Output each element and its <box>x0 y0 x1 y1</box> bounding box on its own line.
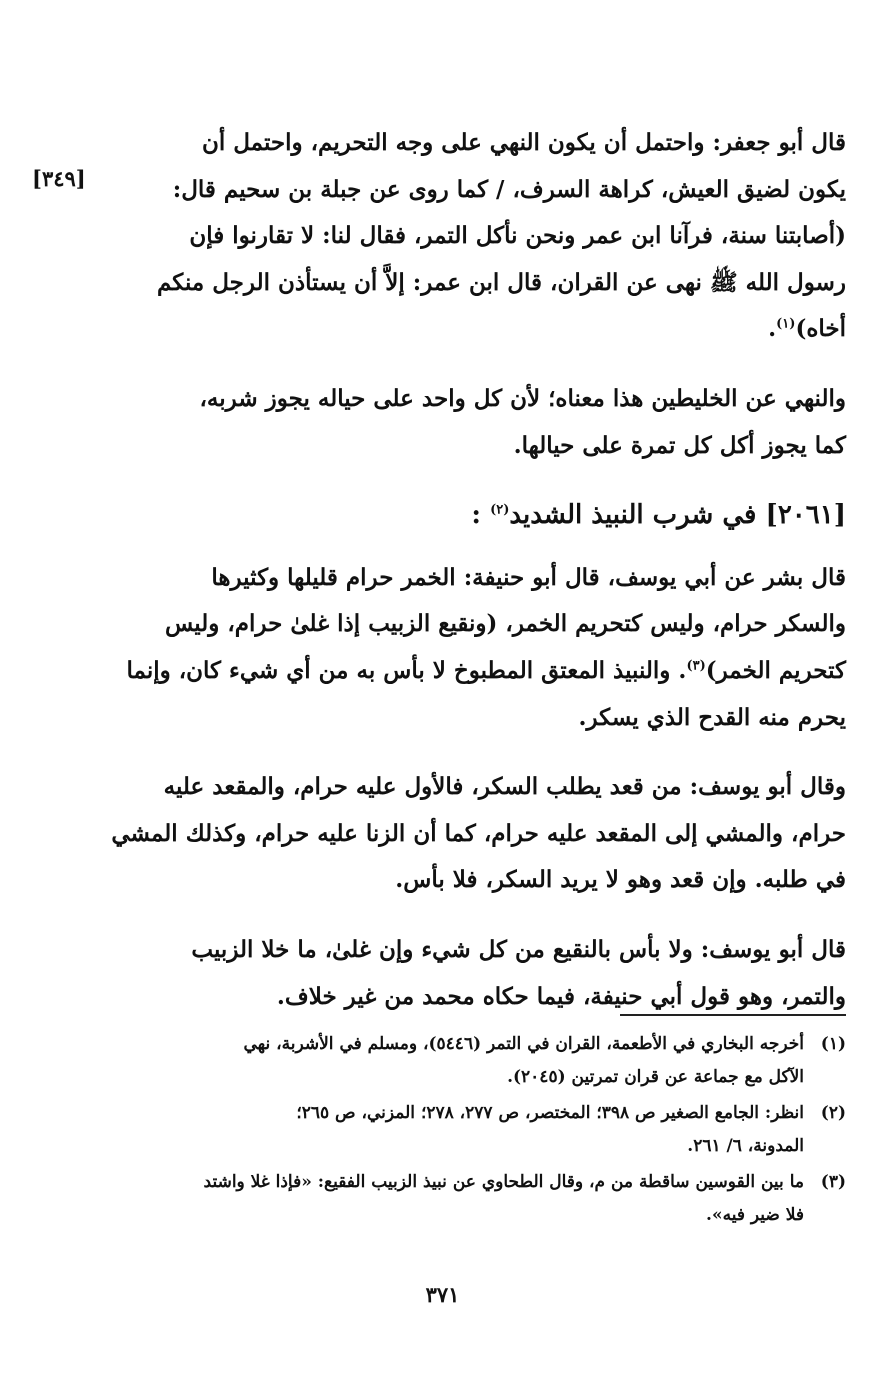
line: كما يجوز أكل كل تمرة على حيالها. <box>513 431 846 459</box>
footnote-text <box>98 1166 804 1231</box>
line: وقال أبو يوسف: من قعد يطلب السكر، فالأول عليه حرام، والمقعد عليه <box>163 773 846 801</box>
line: قال بشر عن أبي يوسف، قال أبو حنيفة: الخمر حرام قليلها وكثيرها <box>211 563 846 591</box>
footnote-ref-2: (٢) <box>490 502 510 518</box>
line: ما بين القوسين ساقطة من م، وقال الطحاوي عن نبيذ الزبيب الفقيع: «فإذا غلا واشتد <box>203 1172 804 1192</box>
footnote-text <box>98 1097 804 1162</box>
line: المدونة، ٦/ ٢٦١. <box>687 1135 804 1156</box>
paragraph-3 <box>98 555 846 741</box>
footnote-ref-1: (١) <box>776 316 796 332</box>
line: يكون لضيق العيش، كراهة السرف، / كما روى عن جبلة بن سحيم قال: <box>172 175 846 203</box>
footnote-1 <box>98 1028 846 1093</box>
line: رسول الله ﷺ نهى عن القران، قال ابن عمر: إلاَّ أن يستأذن الرجل منكم <box>156 268 846 296</box>
footnote-text <box>98 1028 804 1093</box>
footnote-number: (١) <box>820 1034 846 1054</box>
line: يحرم منه القدح الذي يسكر. <box>578 703 846 731</box>
heading-colon: : <box>471 500 482 531</box>
line: قال أبو يوسف: ولا بأس بالنقيع من كل شيء وإن غلىٰ، ما خلا الزبيب <box>191 935 846 963</box>
line: (أصابتنا سنة، فرآنا ابن عمر ونحن نأكل التمر، فقال لنا: لا تقارنوا فإن <box>189 222 846 250</box>
paragraph-4 <box>98 764 846 904</box>
footnote-ref-3: (٣) <box>686 658 706 674</box>
line: أخرجه البخاري في الأطعمة، القران في التمر (٥٤٤٦)، ومسلم في الأشربة، نهي <box>243 1034 804 1054</box>
line: انظر: الجامع الصغير ص ٣٩٨؛ المختصر، ص ٢٧٧، ٢٧٨؛ المزني، ص ٢٦٥؛ <box>296 1103 804 1123</box>
line-text: . والنبيذ المعتق المطبوخ لا بأس به من أي شيء كان، وإنما <box>126 656 687 684</box>
line-text: . <box>768 315 777 343</box>
footnotes <box>98 1028 846 1235</box>
paragraph-5 <box>98 927 846 1020</box>
line <box>98 648 846 695</box>
line-text: أخاه) <box>795 315 846 343</box>
footnote-2 <box>98 1097 846 1162</box>
section-number: [٢٠٦١] <box>765 500 846 531</box>
section-title: في شرب النبيذ الشديد <box>509 500 757 531</box>
margin-reference: [٣٤٩] <box>32 166 86 191</box>
line: الآكل مع جماعة عن قران تمرتين (٢٠٤٥). <box>507 1066 804 1087</box>
paragraph-1 <box>98 120 846 353</box>
footnote-divider <box>620 1014 846 1016</box>
page-number: ٣٧١ <box>425 1282 460 1307</box>
line: في طلبه. وإن قعد وهو لا يريد السكر، فلا بأس. <box>395 866 846 894</box>
line: والنهي عن الخليطين هذا معناه؛ لأن كل واحد على حياله يجوز شربه، <box>199 384 846 412</box>
line: والتمر، وهو قول أبي حنيفة، فيما حكاه محمد من غير خلاف. <box>276 982 846 1010</box>
line: قال أبو جعفر: واحتمل أن يكون النهي على وجه التحريم، واحتمل أن <box>201 129 846 156</box>
paragraph-2 <box>98 376 846 469</box>
section-heading <box>98 492 846 539</box>
footnote-number: (٣) <box>820 1172 846 1192</box>
line: فلا ضير فيه». <box>706 1204 804 1225</box>
line: والسكر حرام، وليس كتحريم الخمر، (ونقيع الزبيب إذا غلىٰ حرام، وليس <box>164 610 846 638</box>
line: حرام، والمشي إلى المقعد عليه حرام، كما أن الزنا عليه حرام، وكذلك المشي <box>111 819 846 847</box>
line-text: كتحريم الخمر) <box>705 656 846 684</box>
footnote-3 <box>98 1166 846 1231</box>
main-text <box>98 120 846 1020</box>
line <box>98 306 846 353</box>
footnote-number: (٢) <box>820 1103 846 1123</box>
